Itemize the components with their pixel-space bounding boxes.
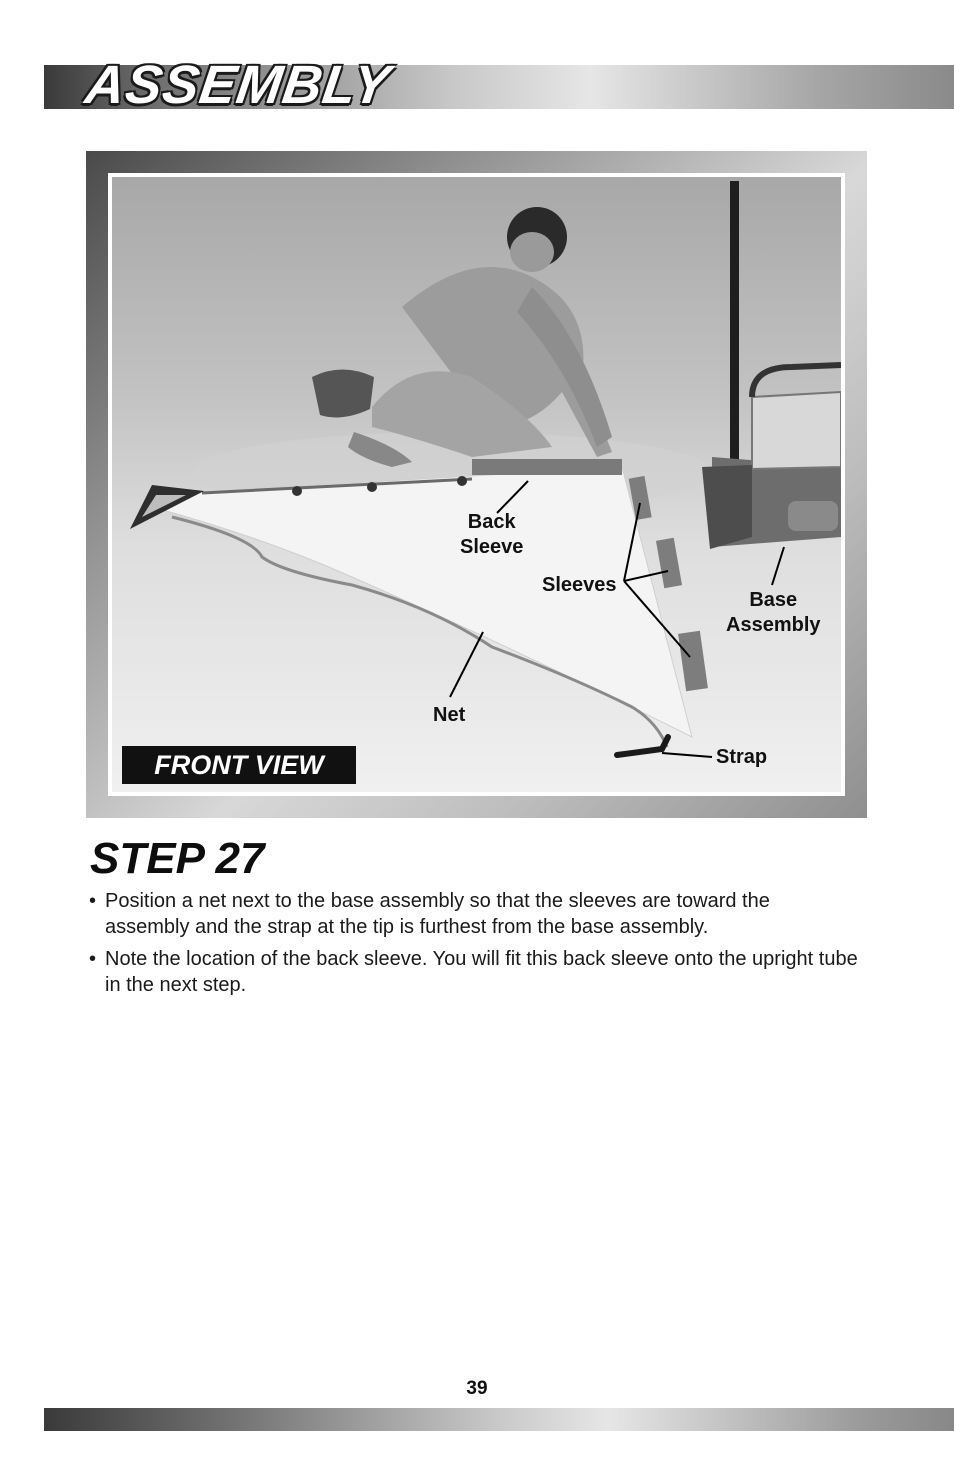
- page-number: 39: [466, 1378, 488, 1399]
- footer-bar: [44, 1408, 954, 1431]
- callout-back-sleeve-line2: Sleeve: [460, 536, 524, 558]
- callout-strap: Strap: [716, 746, 768, 768]
- callout-base-assembly: [726, 588, 821, 638]
- instruction-item: • Position a net next to the base assembly so that the sleeves are toward the assembly and the strap at the tip is furthest from the base assembly.: [88, 888, 858, 940]
- step-title: STEP 27: [90, 834, 265, 883]
- page-title: ASSEMBLY: [81, 55, 395, 115]
- instruction-item: • Note the location of the back sleeve. You will fit this back sleeve onto the upright tube in the next step.: [88, 946, 858, 998]
- front-view-label: FRONT VIEW: [122, 746, 356, 784]
- figure-frame: [86, 151, 867, 818]
- figure-border: [108, 173, 845, 796]
- assembly-photo: [112, 177, 841, 792]
- callout-net: Net: [433, 704, 466, 726]
- callout-base-assembly-line2: Assembly: [726, 614, 821, 636]
- callout-base-assembly-line1: Base: [749, 589, 798, 611]
- photo-illustration: [112, 177, 841, 792]
- callout-back-sleeve: [460, 510, 523, 560]
- callout-sleeves: Sleeves: [542, 574, 617, 596]
- callout-back-sleeve-line1: Back: [467, 511, 516, 533]
- instruction-list: [88, 888, 858, 1004]
